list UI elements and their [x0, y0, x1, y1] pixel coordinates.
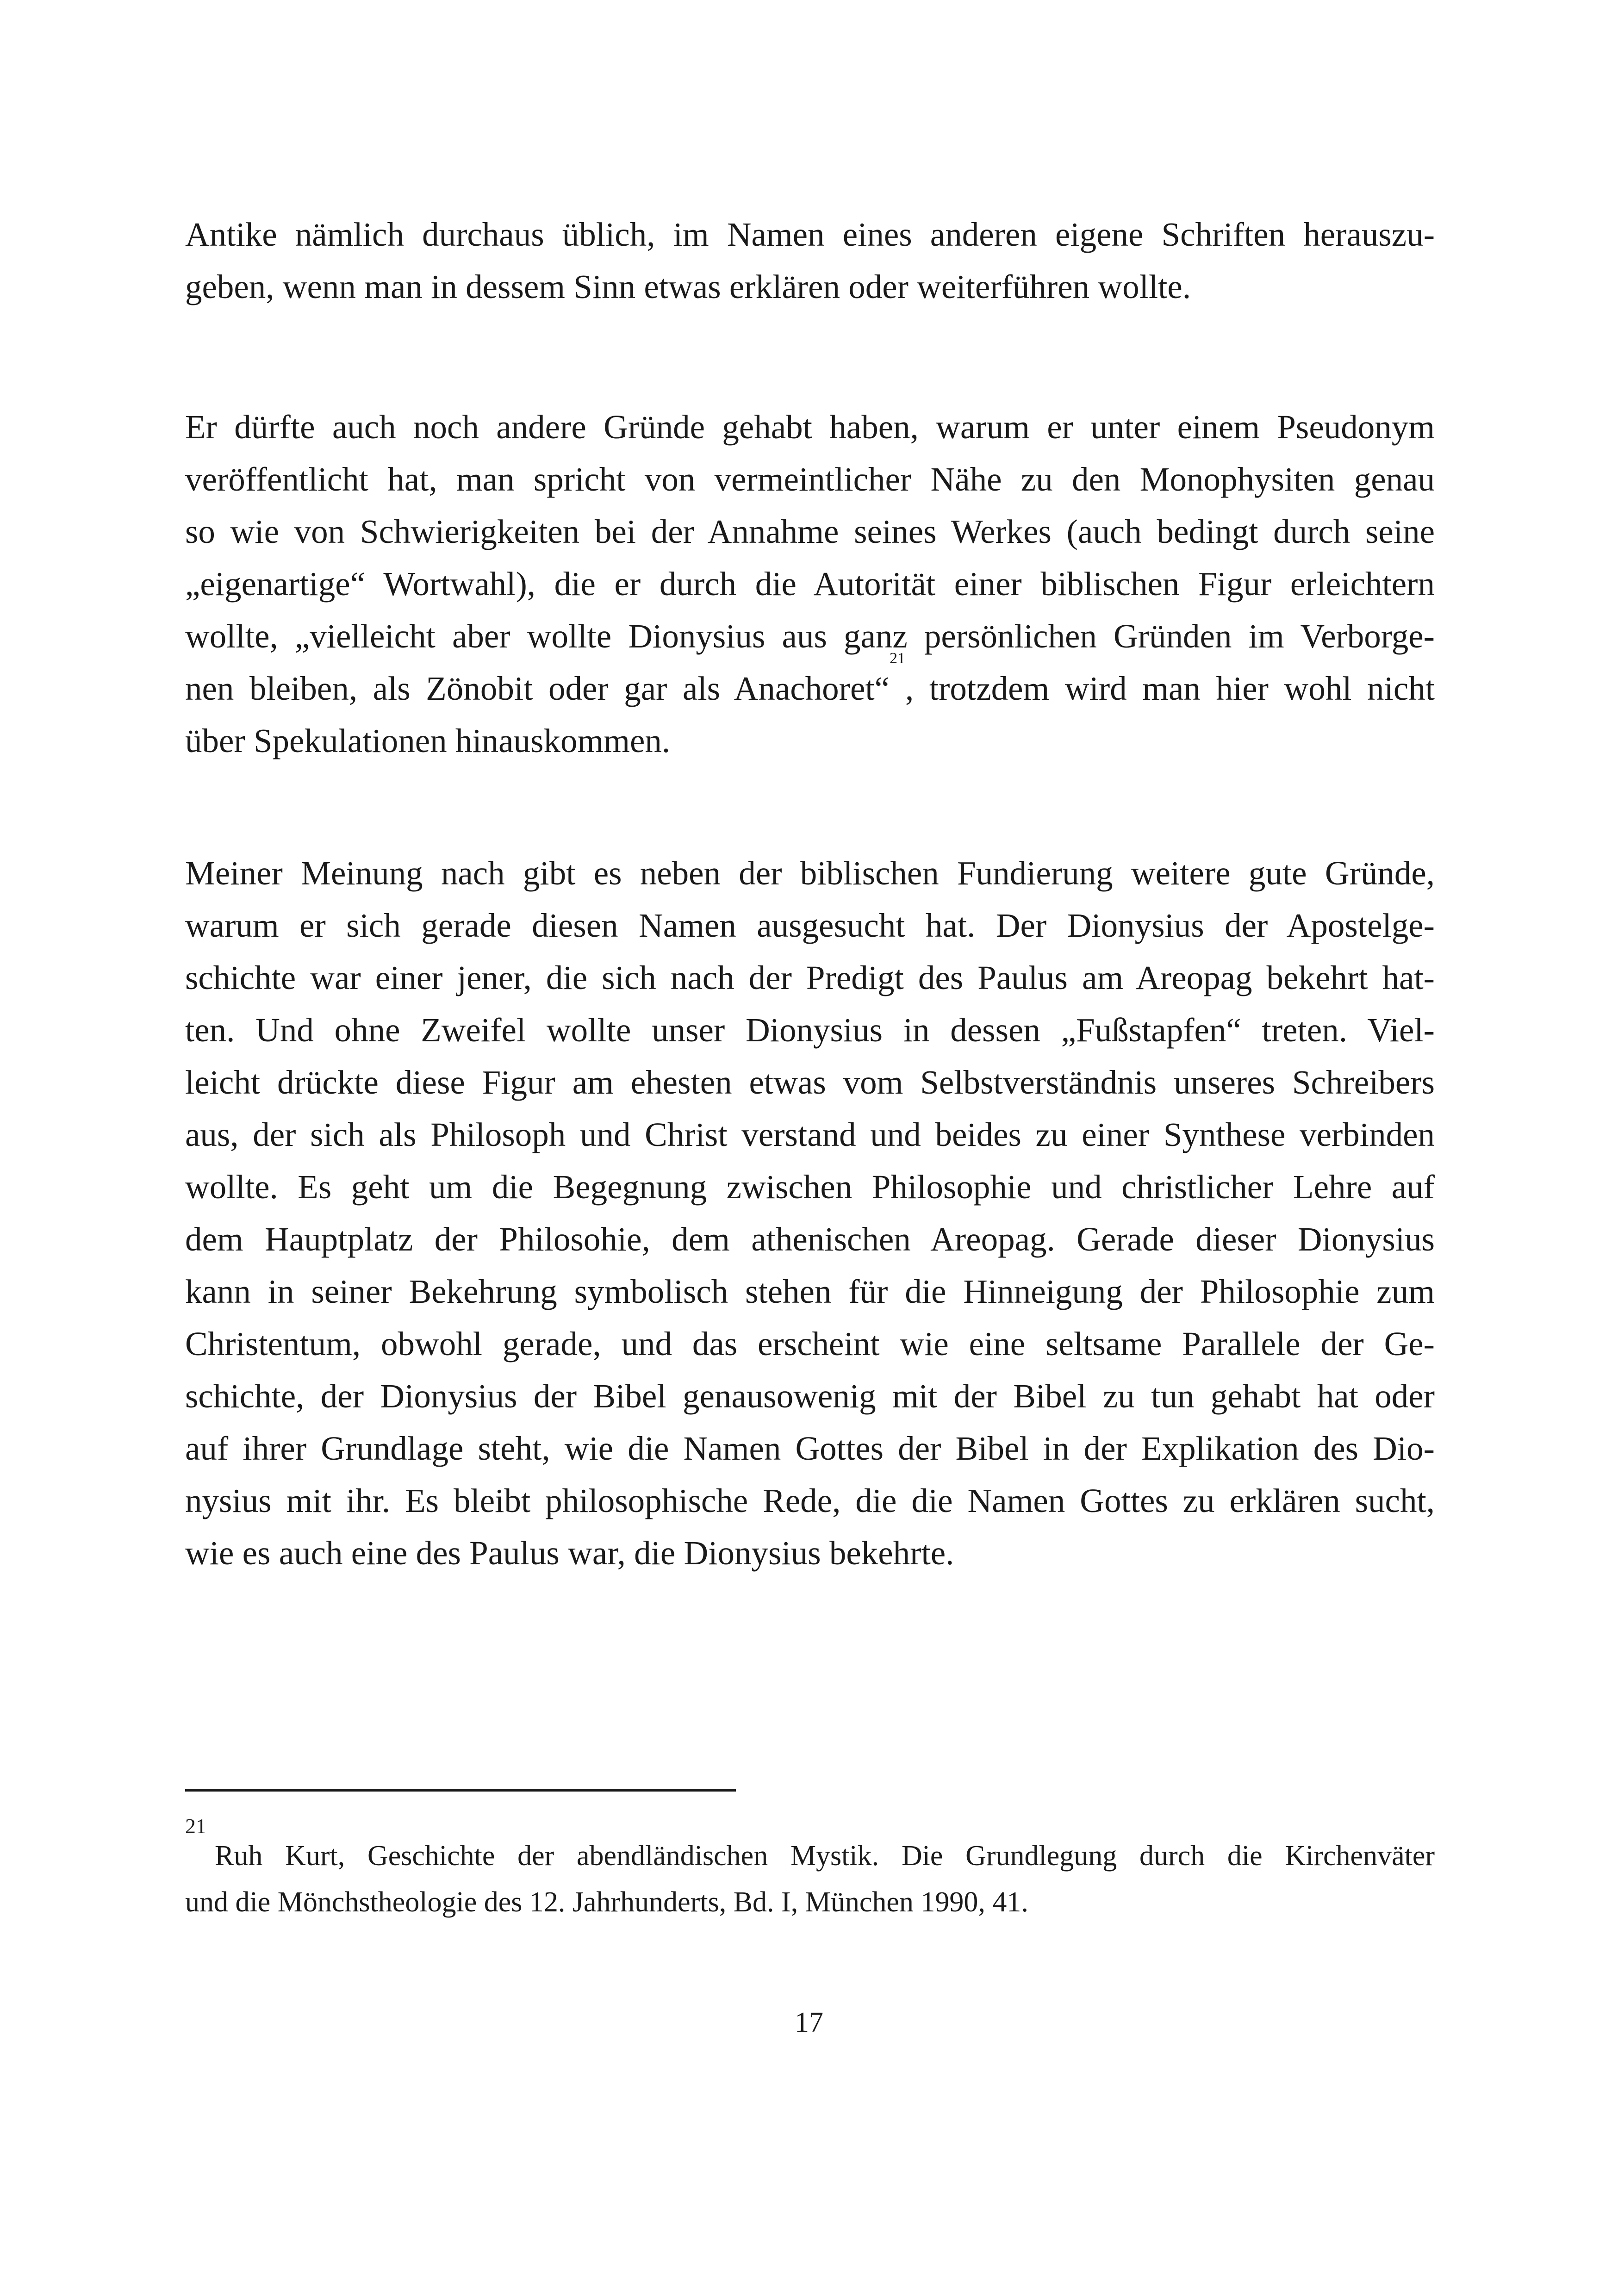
footnote-text: Ruh Kurt, Geschichte der abendländischen Mystik. Die Grundlegung durch die Kirchenväter	[215, 1840, 1435, 1872]
text-line: aus, der sich als Philosoph und Christ verstand und beides zu einer Synthese verbinden	[185, 1116, 1435, 1153]
text-line: wollte, „vielleicht aber wollte Dionysius aus ganz persönlichen Gründen im Verborge-	[185, 617, 1435, 655]
text-line: über Spekulationen hinauskommen.	[185, 722, 671, 759]
text-line: Meiner Meinung nach gibt es neben der biblischen Fundierung weitere gute Gründe,	[185, 854, 1435, 892]
footnote-separator	[185, 1789, 736, 1792]
footnote	[185, 1814, 1435, 1925]
text-line: nysius mit ihr. Es bleibt philosophische Rede, die die Namen Gottes zu erklären sucht,	[185, 1482, 1435, 1519]
paragraph-3	[185, 847, 1435, 1579]
text-line-with-footnote-ref	[185, 650, 1435, 715]
text-line: warum er sich gerade diesen Namen ausgesucht hat. Der Dionysius der Apostelge-	[185, 907, 1435, 944]
footnote-number: 21	[185, 1814, 206, 1838]
text-line: Christentum, obwohl gerade, und das erscheint wie eine seltsame Parallele der Ge-	[185, 1325, 1435, 1363]
text-line: dem Hauptplatz der Philosohie, dem athenischen Areopag. Gerade dieser Dionysius	[185, 1220, 1435, 1258]
text-line: wollte. Es geht um die Begegnung zwischen Philosophie und christlicher Lehre auf	[185, 1168, 1435, 1206]
text-line: ten. Und ohne Zweifel wollte unser Dionysius in dessen „Fußstapfen“ treten. Viel-	[185, 1011, 1435, 1049]
text-line: geben, wenn man in dessem Sinn etwas erklären oder weiterführen wollte.	[185, 268, 1191, 305]
text-line: auf ihrer Grundlage steht, wie die Namen Gottes der Bibel in der Explikation des Dio-	[185, 1430, 1435, 1467]
text-line: Er dürfte auch noch andere Gründe gehabt haben, warum er unter einem Pseudonym	[185, 408, 1435, 446]
paragraph-2	[185, 401, 1435, 767]
text-line: kann in seiner Bekehrung symbolisch stehen für die Hinneigung der Philosophie zum	[185, 1273, 1435, 1310]
text-line: veröffentlicht hat, man spricht von vermeintlicher Nähe zu den Monophysiten genau	[185, 460, 1435, 498]
text-line: schichte, der Dionysius der Bibel genausowenig mit der Bibel zu tun gehabt hat oder	[185, 1377, 1435, 1415]
text-segment: nen bleiben, als Zönobit oder gar als Anachoret“	[185, 670, 890, 707]
text-line: leicht drückte diese Figur am ehesten etwas vom Selbstverständnis unseres Schreibers	[185, 1064, 1435, 1101]
text-line: schichte war einer jener, die sich nach der Predigt des Paulus am Areopag bekehrt hat-	[185, 959, 1435, 996]
text-segment: , trotzdem wird man hier wohl nicht	[905, 670, 1435, 707]
paragraph-1	[185, 208, 1435, 313]
footnote-line: und die Mönchstheologie des 12. Jahrhunderts, Bd. I, München 1990, 41.	[185, 1886, 1028, 1918]
text-line: wie es auch eine des Paulus war, die Dionysius bekehrte.	[185, 1534, 954, 1572]
text-line: so wie von Schwierigkeiten bei der Annahme seines Werkes (auch bedingt durch seine	[185, 513, 1435, 550]
footnote-reference[interactable]: 21	[890, 650, 906, 667]
footnote-line	[185, 1814, 1435, 1879]
text-line: Antike nämlich durchaus üblich, im Namen eines anderen eigene Schriften herauszu-	[185, 216, 1435, 253]
text-line: „eigenartige“ Wortwahl), die er durch die Autorität einer biblischen Figur erleichtern	[185, 565, 1435, 603]
page-number: 17	[795, 2007, 823, 2038]
